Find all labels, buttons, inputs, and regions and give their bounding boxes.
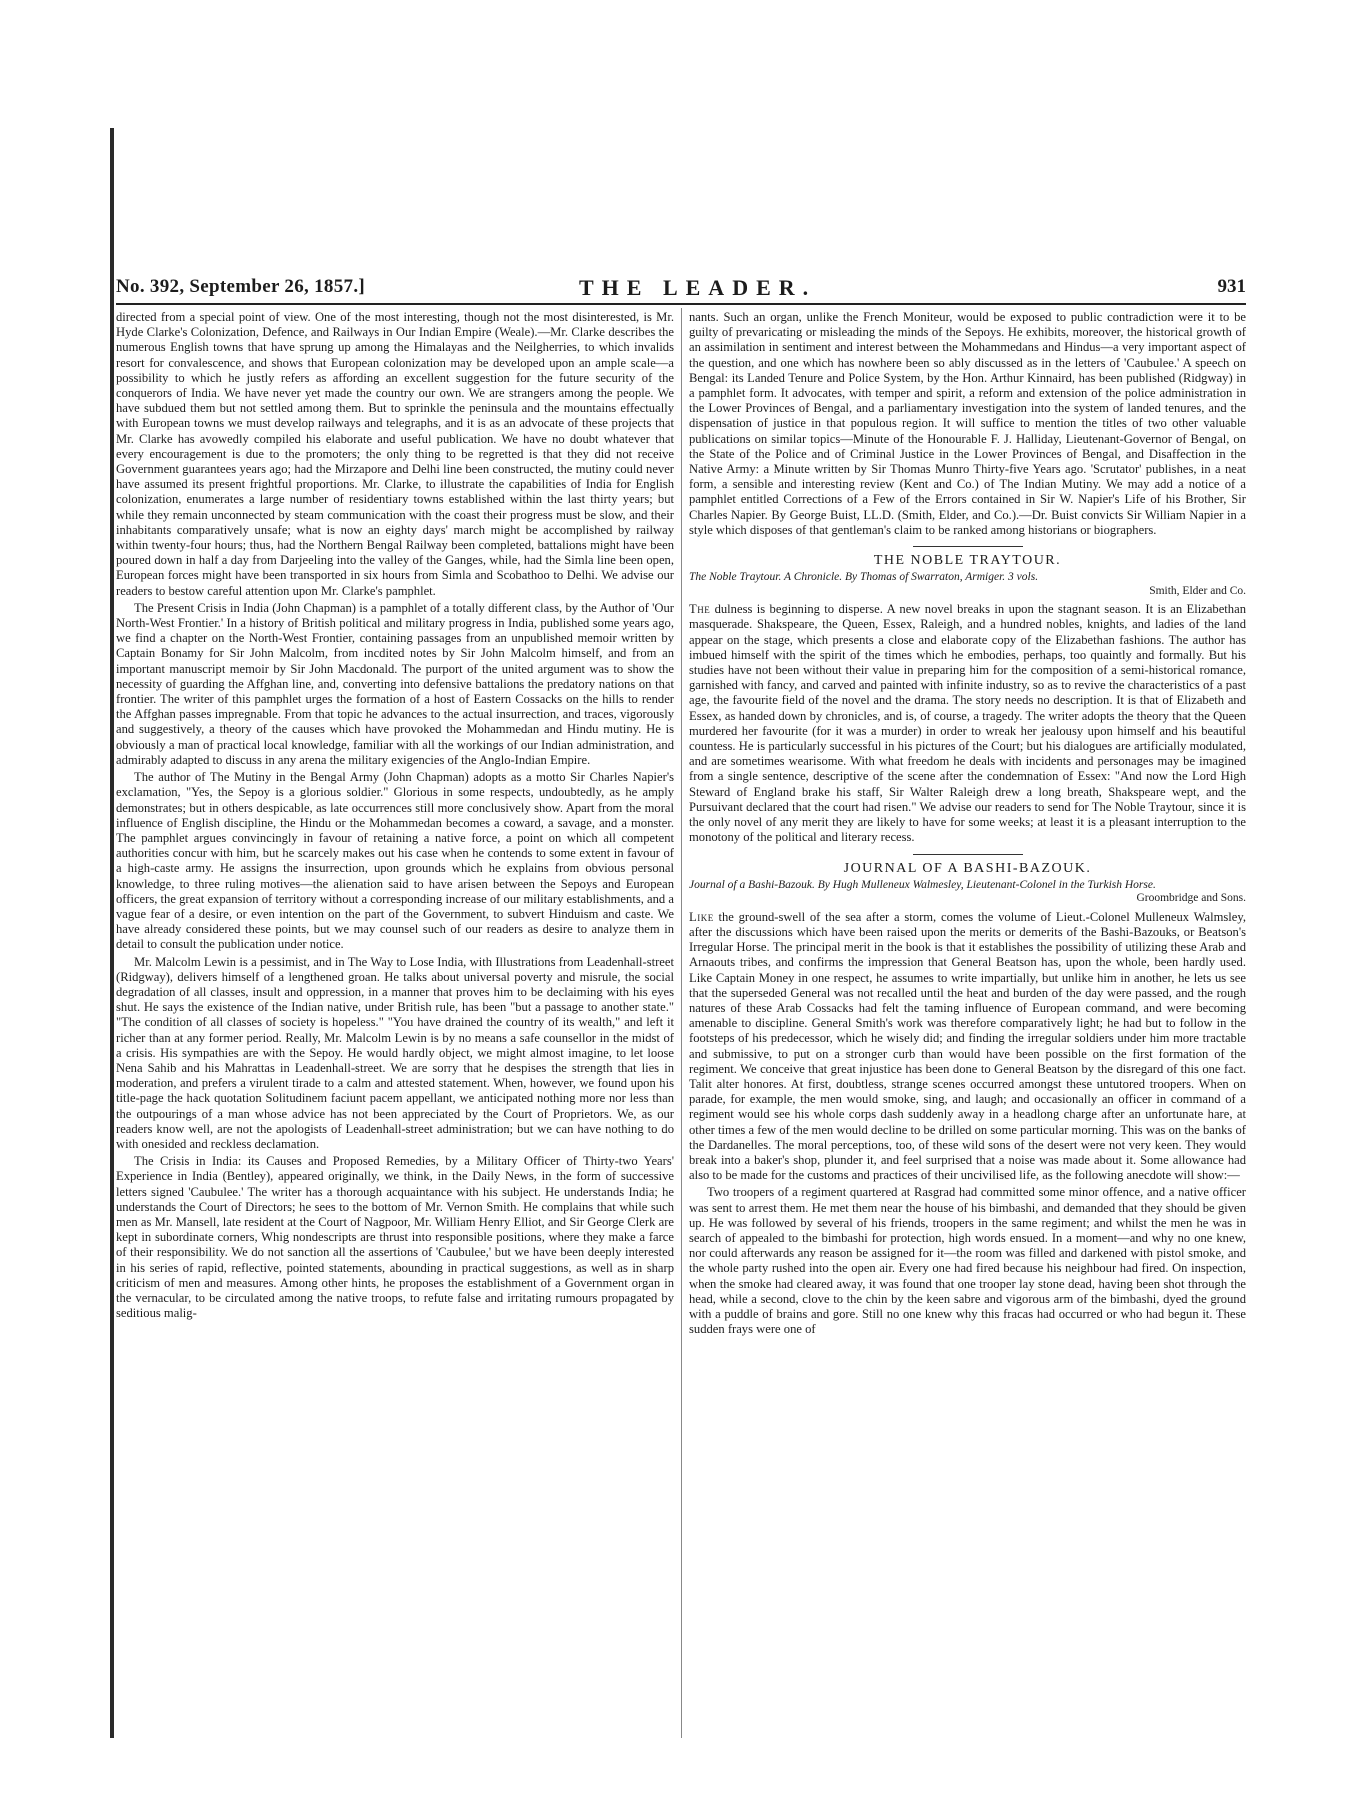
newspaper-title: THE LEADER. — [579, 275, 817, 300]
column-divider — [681, 308, 682, 1738]
review-bashi-bazouk — [689, 854, 1246, 1338]
section-rule — [913, 854, 1023, 855]
review-body — [689, 602, 1246, 845]
review-text: dulness is beginning to disperse. A new novel breaks in upon the stagnant season. It is an Elizabethan masquerade. Shakspeare, the Queen, Essex, Raleigh, and a hundred nobles, knights, and ladies of the land appear on the stage, which presents a close and elaborate copy of the Elizabethan fashions. The author has imbued himself with the spirit of the times which he embodies, perhaps, too quaintly and formally. But his studies have not been without their value in preparing him for the composition of a semi-historical romance, garnished with fancy, and carved and painted with infinite industry, so as to revive the characteristics of a past age, the favourite field of the novel and the drama. The story needs no description. It is that of Elizabeth and Essex, as handed down by chronicles, and is, of course, a tragedy. The writer adopts the theory that the Queen murdered her favourite (for it was a murder) in order to wreak her jealousy upon himself and his beautiful countess. He is particularly successful in his pictures of the Court; but his dialogues are artificially modulated, and are sometimes wearisome. With what freedom he deals with incidents and personages may be imagined from a single sentence, descriptive of the scene after the condemnation of Essex: "And now the Lord High Steward of England brake his staff, Sir Walter Raleigh drew a long breath, Shakspeare wept, and the Pursuivant declared that the court had risen." We advise our readers to send for The Noble Traytour, since it is the only novel of any merit they are likely to have for some weeks; at least it is a pleasant interruption to the monotony of the political and literary recess. — [689, 602, 1246, 845]
binding-edge-rule — [110, 128, 114, 1738]
left-column — [116, 310, 674, 1740]
issue-date: No. 392, September 26, 1857.] — [116, 276, 365, 297]
section-rule — [913, 546, 1023, 547]
book-citation — [689, 879, 1246, 906]
book-citation-text: Journal of a Bashi-Bazouk. By Hugh Mulleneux Walmesley, Lieutenant-Colonel in the Turkish Horse. — [689, 878, 1156, 891]
review-quoted-anecdote: Two troopers of a regiment quartered at Rasgrad had committed some minor offence, and a native officer was sent to arrest them. He met them near the house of his bimbashi, and demanded that they should be given up. He was followed by several of his friends, troopers in the same regiment; and whilst the men he was in search of appealed to the bimbashi for protection, high words ensued. In a moment—and why no one knew, nor could afterwards any reason be assigned for it—the room was filled and darkened with pistol smoke, and the whole party rushed into the open air. Every one had fired because his neighbour had fired. On inspection, when the smoke had cleared away, it was found that one trooper lay stone dead, having been shot through the head, while a second, clove to the chin by the keen sabre and vigorous arm of the bimbashi, dyed the ground with a puddle of brains and gore. Still no one knew why this fracas had occurred or who had begun it. These sudden frays were one of — [689, 1185, 1246, 1337]
article-paragraph: The Crisis in India: its Causes and Proposed Remedies, by a Military Officer of Thirty-two Years' Experience in India (Bentley), appeared originally, we think, in the Daily News, in the form of successive letters signed 'Caubulee.' The writer has a thorough acquaintance with his subject. He understands India; he understands the Court of Directors; he sees to the bottom of Mr. Vernon Smith. He complains that while such men as Mr. Mansell, late resident at the Court of Nagpoor, Mr. William Henry Elliot, and Sir George Clerk are kept in subordinate corners, Whig nondescripts are thrust into responsible positions, where they make a farce of their responsibility. We do not sanction all the assertions of 'Caubulee,' but we have been deeply interested in his series of rapid, reflective, pointed statements, abounding in practical suggestions, as well as in sharp criticism of men and measures. Among other hints, he proposes the establishment of a Government organ in the vernacular, to be circulated among the native troops, to refute false and irritating rumours propagated by seditious malig- — [116, 1154, 674, 1321]
header-rule — [116, 303, 1246, 305]
running-header — [116, 276, 1246, 302]
book-citation-text: The Noble Traytour. A Chronicle. By Thomas of Swarraton, Armiger. 3 vols. — [689, 571, 1039, 584]
review-heading: JOURNAL OF A BASHI-BAZOUK. — [843, 860, 1092, 876]
right-column — [689, 310, 1246, 1740]
book-publisher: Smith, Elder and Co. — [1149, 584, 1246, 597]
article-paragraph: directed from a special point of view. One of the most interesting, though not the most disinterested, is Mr. Hyde Clarke's Colonization, Defence, and Railways in Our Indian Empire (Weale).—Mr. Clarke describes the numerous English towns that have sprung up among the Himalayas and the Neilgherries, to which invalids resort for convalescence, and shows that European colonization may be developed upon an ample scale—a possibility to which he justly refers as affording an excellent suggestion for the future security of the conquerors of India. We have never yet made the country our own. We are strangers among the people. We have subdued them but not settled among them. But to sprinkle the peninsula and the mountains effectually with European towns we must develop railways and telegraphs, and it is as an advocate of these projects that Mr. Clarke has avowedly compiled his elaborate and useful publication. We have no doubt whatever that every encouragement is due to the promoters; the only thing to be regretted is that they did not receive Government guarantees years ago; had the Mirzapore and Delhi line been constructed, the mutiny could never have assumed its present frightful proportions. Mr. Clarke, to illustrate the capabilities of India for English colonization, enumerates a large number of residentiary towns established within the last thirty years; but while they remain unconnected by steam communication with the coast their progress must be slow, and their inhabitants comparatively unsafe; what is now an eighty days' march might be accomplished by railway within twenty-four hours; thus, had the Northern Bengal Railway been completed, battalions might have been poured down in half a day from Darjeeling into the valley of the Ganges, while, had the Simla line been open, European forces might have been transported in six hours from Simla and Scobathoo to Delhi. We advise our readers to bestow careful attention upon Mr. Clarke's pamphlet. — [116, 310, 674, 598]
review-heading: THE NOBLE TRAYTOUR. — [873, 553, 1062, 569]
continued-paragraph: nants. Such an organ, unlike the French Moniteur, would be exposed to public contradiction were it to be guilty of prevaricating or misleading the minds of the Sepoys. He exhibits, moreover, the historical growth of an assimilation in sentiment and interest between the Mohammedans and Hindus—a very important aspect of the question, and one which has nowhere been so ably discussed as in the letters of 'Caubulee.' A speech on Bengal: its Landed Tenure and Police System, by the Hon. Arthur Kinnaird, has been published (Ridgway) in a pamphlet form. It advocates, with temper and spirit, a reform and extension of the police administration in the Lower Provinces of Bengal, and a parliamentary investigation into the system of landed tenures, and the dispensation of justice in that populous region. It will suffice to mention the titles of two other valuable publications on similar topics—Minute of the Honourable F. J. Halliday, Lieutenant-Governor of Bengal, on the State of the Police and of Criminal Justice in the Lower Provinces of Bengal, and Disaffection in the Native Army: a Minute written by Sir Thomas Munro Thirty-five Years ago. 'Scrutator' publishes, in a neat form, a sensible and interesting review (Kent and Co.) of The Indian Mutiny. We may add a notice of a pamphlet entitled Corrections of a Few of the Errors contained in Sir W. Napier's Life of his Brother, Sir Charles Napier. By George Buist, LL.D. (Smith, Elder, and Co.).—Dr. Buist convicts Sir William Napier in a style which disposes of that gentleman's claim to be ranked among historians or biographers. — [689, 310, 1246, 537]
article-paragraph: The author of The Mutiny in the Bengal Army (John Chapman) adopts as a motto Sir Charles Napier's exclamation, "Yes, the Sepoy is a glorious soldier." Glorious in some respects, undoubtedly, as he amply demonstrates; but in others despicable, as late occurrences still more conclusively show. Apart from the moral influence of English discipline, the Hindu or the Mohammedan becomes a coward, a savage, and a monster. The pamphlet argues convincingly in favour of retaining a native force, a point on which all competent authorities concur with him, but he scarcely makes out his case when he contends to some extent in favour of a high-caste army. He assigns the insurrection, upon grounds which he explains from obvious personal knowledge, to three ruling motives—the alienation said to have arisen between the Sepoys and European officers, the great expansion of territory without a corresponding increase of our military establishments, and a vague fear of a desire, or even intention on the part of the Government, to subvert Hinduism and caste. We have already considered these points, but we may counsel such of our readers as desire to analyze them in detail to consult the publication under notice. — [116, 770, 674, 952]
book-publisher: Groombridge and Sons. — [1136, 892, 1246, 905]
review-text: the ground-swell of the sea after a storm, comes the volume of Lieut.-Colonel Mulleneux Walmsley, after the discussions which have been raised upon the merits or demerits of the Bashi-Bazouks, or Beatson's Irregular Horse. The principal merit in the book is that it establishes the possibility of utilizing these Arab and Arnaouts tribes, and confirms the impression that General Beatson has, upon the whole, been hardly used. Like Captain Money in one respect, he assumes to write impartially, but unlike him in another, he lets us see that the superseded General was not recalled until the heat and burden of the day were passed, and the rough natures of these Arab Cossacks had felt the taming influence of European command, and were becoming amenable to discipline. General Smith's work was therefore comparatively light; he had but to follow in the footsteps of his predecessor, which he wisely did; and finding the irregular soldiers under him more tractable and submissive, to put on a stronger curb than would have been possible on the first formation of the regiment. We conceive that great injustice has been done to General Beatson by the disregard of this one fact. Talit alter honores. At first, doubtless, strange scenes occurred amongst these untutored troopers. When on parade, for example, the men would smoke, sing, and laugh; and occasionally an officer in command of a regiment would see his whole corps dash suddenly away in a headlong charge after an unfortunate hare, at other times a few of the men would decline to be drilled on some particular morning. This was on the banks of the Dardanelles. The moral perceptions, too, of these wild sons of the desert were not very keen. They would break into a baker's shop, plunder it, and feel surprised that a noise was made about it. Some allowance had also to be made for the customs and practices of their uncivilised life, as the following anecdote will show:— — [689, 909, 1246, 1183]
review-noble-traytour — [689, 546, 1246, 845]
review-body — [689, 910, 1246, 1184]
article-paragraph: The Present Crisis in India (John Chapman) is a pamphlet of a totally different class, by the Author of 'Our North-West Frontier.' In a history of British political and military progress in India, published some years ago, we find a chapter on the North-West Frontier, containing passages from an unpublished memoir written by Captain Bonamy for Sir John Malcolm, from incdited notes by Sir John Malcolm himself, and from an important manuscript memoir by Sir John Macdonald. The purport of the united argument was to show the necessity of guarding the Affghan line, and, converting into defensive battalions the predatory nations on that frontier. The writer of this pamphlet urges the formation of a host of Eastern Cossacks on the hills to render the Affghan passes impregnable. From that topic he advances to the actual insurrection, and traces, vigorously and suggestively, a theory of the causes which have provoked the Mohammedan and Hindu mutiny. He is obviously a man of practical local knowledge, familiar with all the workings of our Indian administration, and admirably adapted to discuss in any arena the military exigencies of the Anglo-Indian Empire. — [116, 600, 674, 767]
review-lead-word: Like — [689, 909, 714, 924]
book-citation — [689, 571, 1246, 598]
article-paragraph: Mr. Malcolm Lewin is a pessimist, and in The Way to Lose India, with Illustrations from Leadenhall-street (Ridgway), delivers himself of a lengthened groan. He talks about universal poverty and misrule, the social degradation of all classes, insult and oppression, in a manner that proves him to be declaiming with his eyes shut. He says the existence of the Indian native, under British rule, has been "but a passage to another state." "The condition of all classes of society is hopeless." "You have drained the country of its wealth," and left it richer than at any former period. Really, Mr. Malcolm Lewin is by no means a safe counsellor in the midst of a crisis. His sympathies are with the Sepoy. He would hardly object, we might almost imagine, to let loose Nena Sahib and his Mahrattas in Leadenhall-street. We are sorry that he despises the strength that lies in moderation, and prefers a virulent tirade to a calm and attested statement. When, however, we found upon his title-page the hack quotation Solitudinem faciunt pacem appellant, we anticipated nothing more nor less than the outpourings of a man whose advice has not been appreciated by the Court of Proprietors. We, as our readers know well, are not the apologists of Leadenhall-street administration; but we can have nothing to do with onesided and reckless declamation. — [116, 954, 674, 1151]
review-lead-word: The — [689, 602, 711, 617]
page-number: 931 — [1217, 276, 1246, 297]
